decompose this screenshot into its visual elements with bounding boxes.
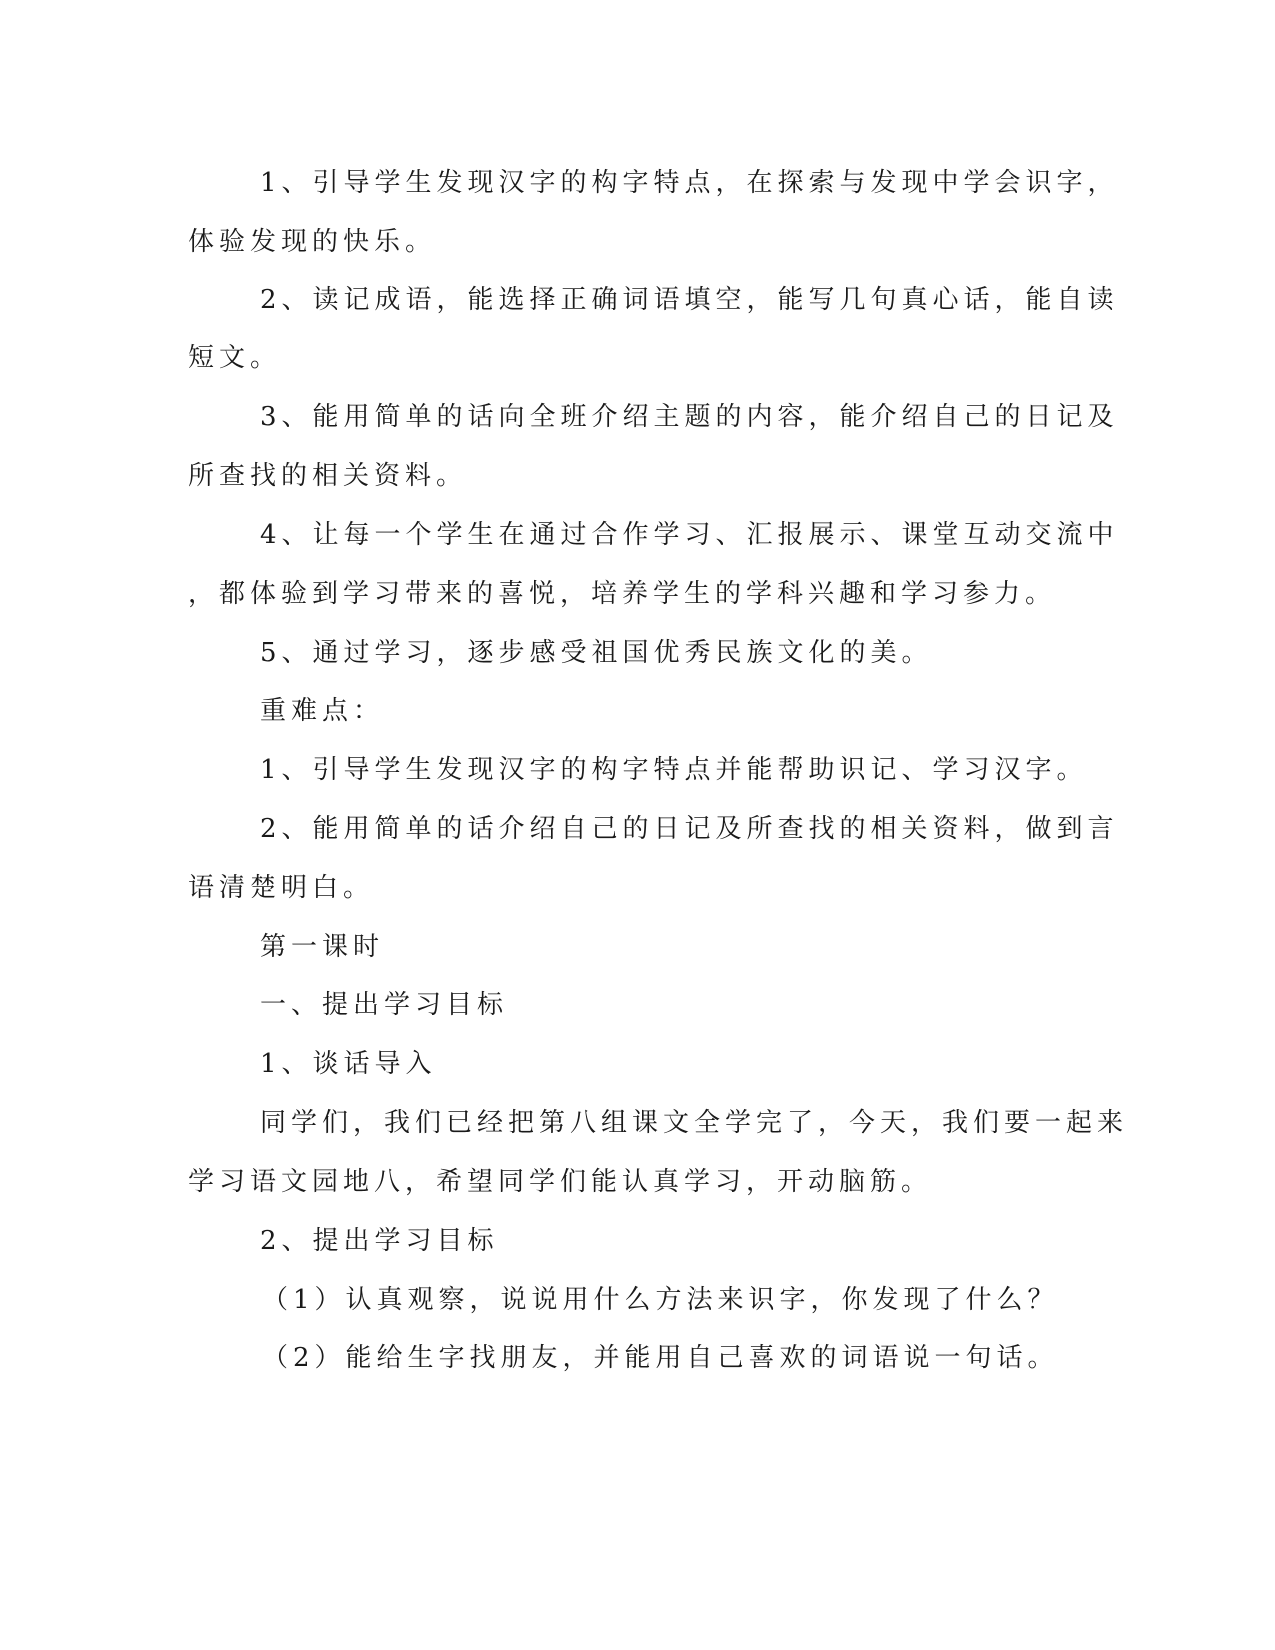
paragraph-line: 体验发现的快乐。 [188, 227, 437, 257]
paragraph-line: 短文。 [188, 343, 282, 373]
section-heading: 一、提出学习目标 [260, 990, 509, 1020]
paragraph-line: 同学们，我们已经把第八组课文全学完了，今天，我们要一起来 [260, 1108, 1129, 1138]
paragraph-line: 1、引导学生发现汉字的构字特点，在探索与发现中学会识字， [260, 168, 1119, 198]
paragraph-line: ，都体验到学习带来的喜悦，培养学生的学科兴趣和学习参力。 [188, 579, 1057, 609]
paragraph-line: 3、能用简单的话向全班介绍主题的内容，能介绍自己的日记及 [260, 402, 1119, 432]
paragraph-line: 5、通过学习，逐步感受祖国优秀民族文化的美。 [260, 638, 933, 668]
paragraph-line: 1、引导学生发现汉字的构字特点并能帮助识记、学习汉字。 [260, 755, 1088, 785]
section-heading: 第一课时 [260, 932, 385, 962]
paragraph-line: 4、让每一个学生在通过合作学习、汇报展示、课堂互动交流中 [260, 520, 1119, 550]
section-heading: 2、提出学习目标 [260, 1226, 499, 1256]
paragraph-line: 所查找的相关资料。 [188, 461, 468, 491]
section-heading: 重难点： [260, 696, 385, 726]
paragraph-line: 2、读记成语，能选择正确词语填空，能写几句真心话，能自读 [260, 285, 1119, 315]
list-item: （2）能给生字找朋友，并能用自己喜欢的词语说一句话。 [262, 1343, 1059, 1373]
paragraph-line: 语清楚明白。 [188, 873, 375, 903]
section-heading: 1、谈话导入 [260, 1049, 437, 1079]
paragraph-line: 2、能用简单的话介绍自己的日记及所查找的相关资料，做到言 [260, 814, 1119, 844]
list-item: （1）认真观察，说说用什么方法来识字，你发现了什么？ [262, 1285, 1059, 1315]
paragraph-line: 学习语文园地八，希望同学们能认真学习，开动脑筋。 [188, 1167, 933, 1197]
